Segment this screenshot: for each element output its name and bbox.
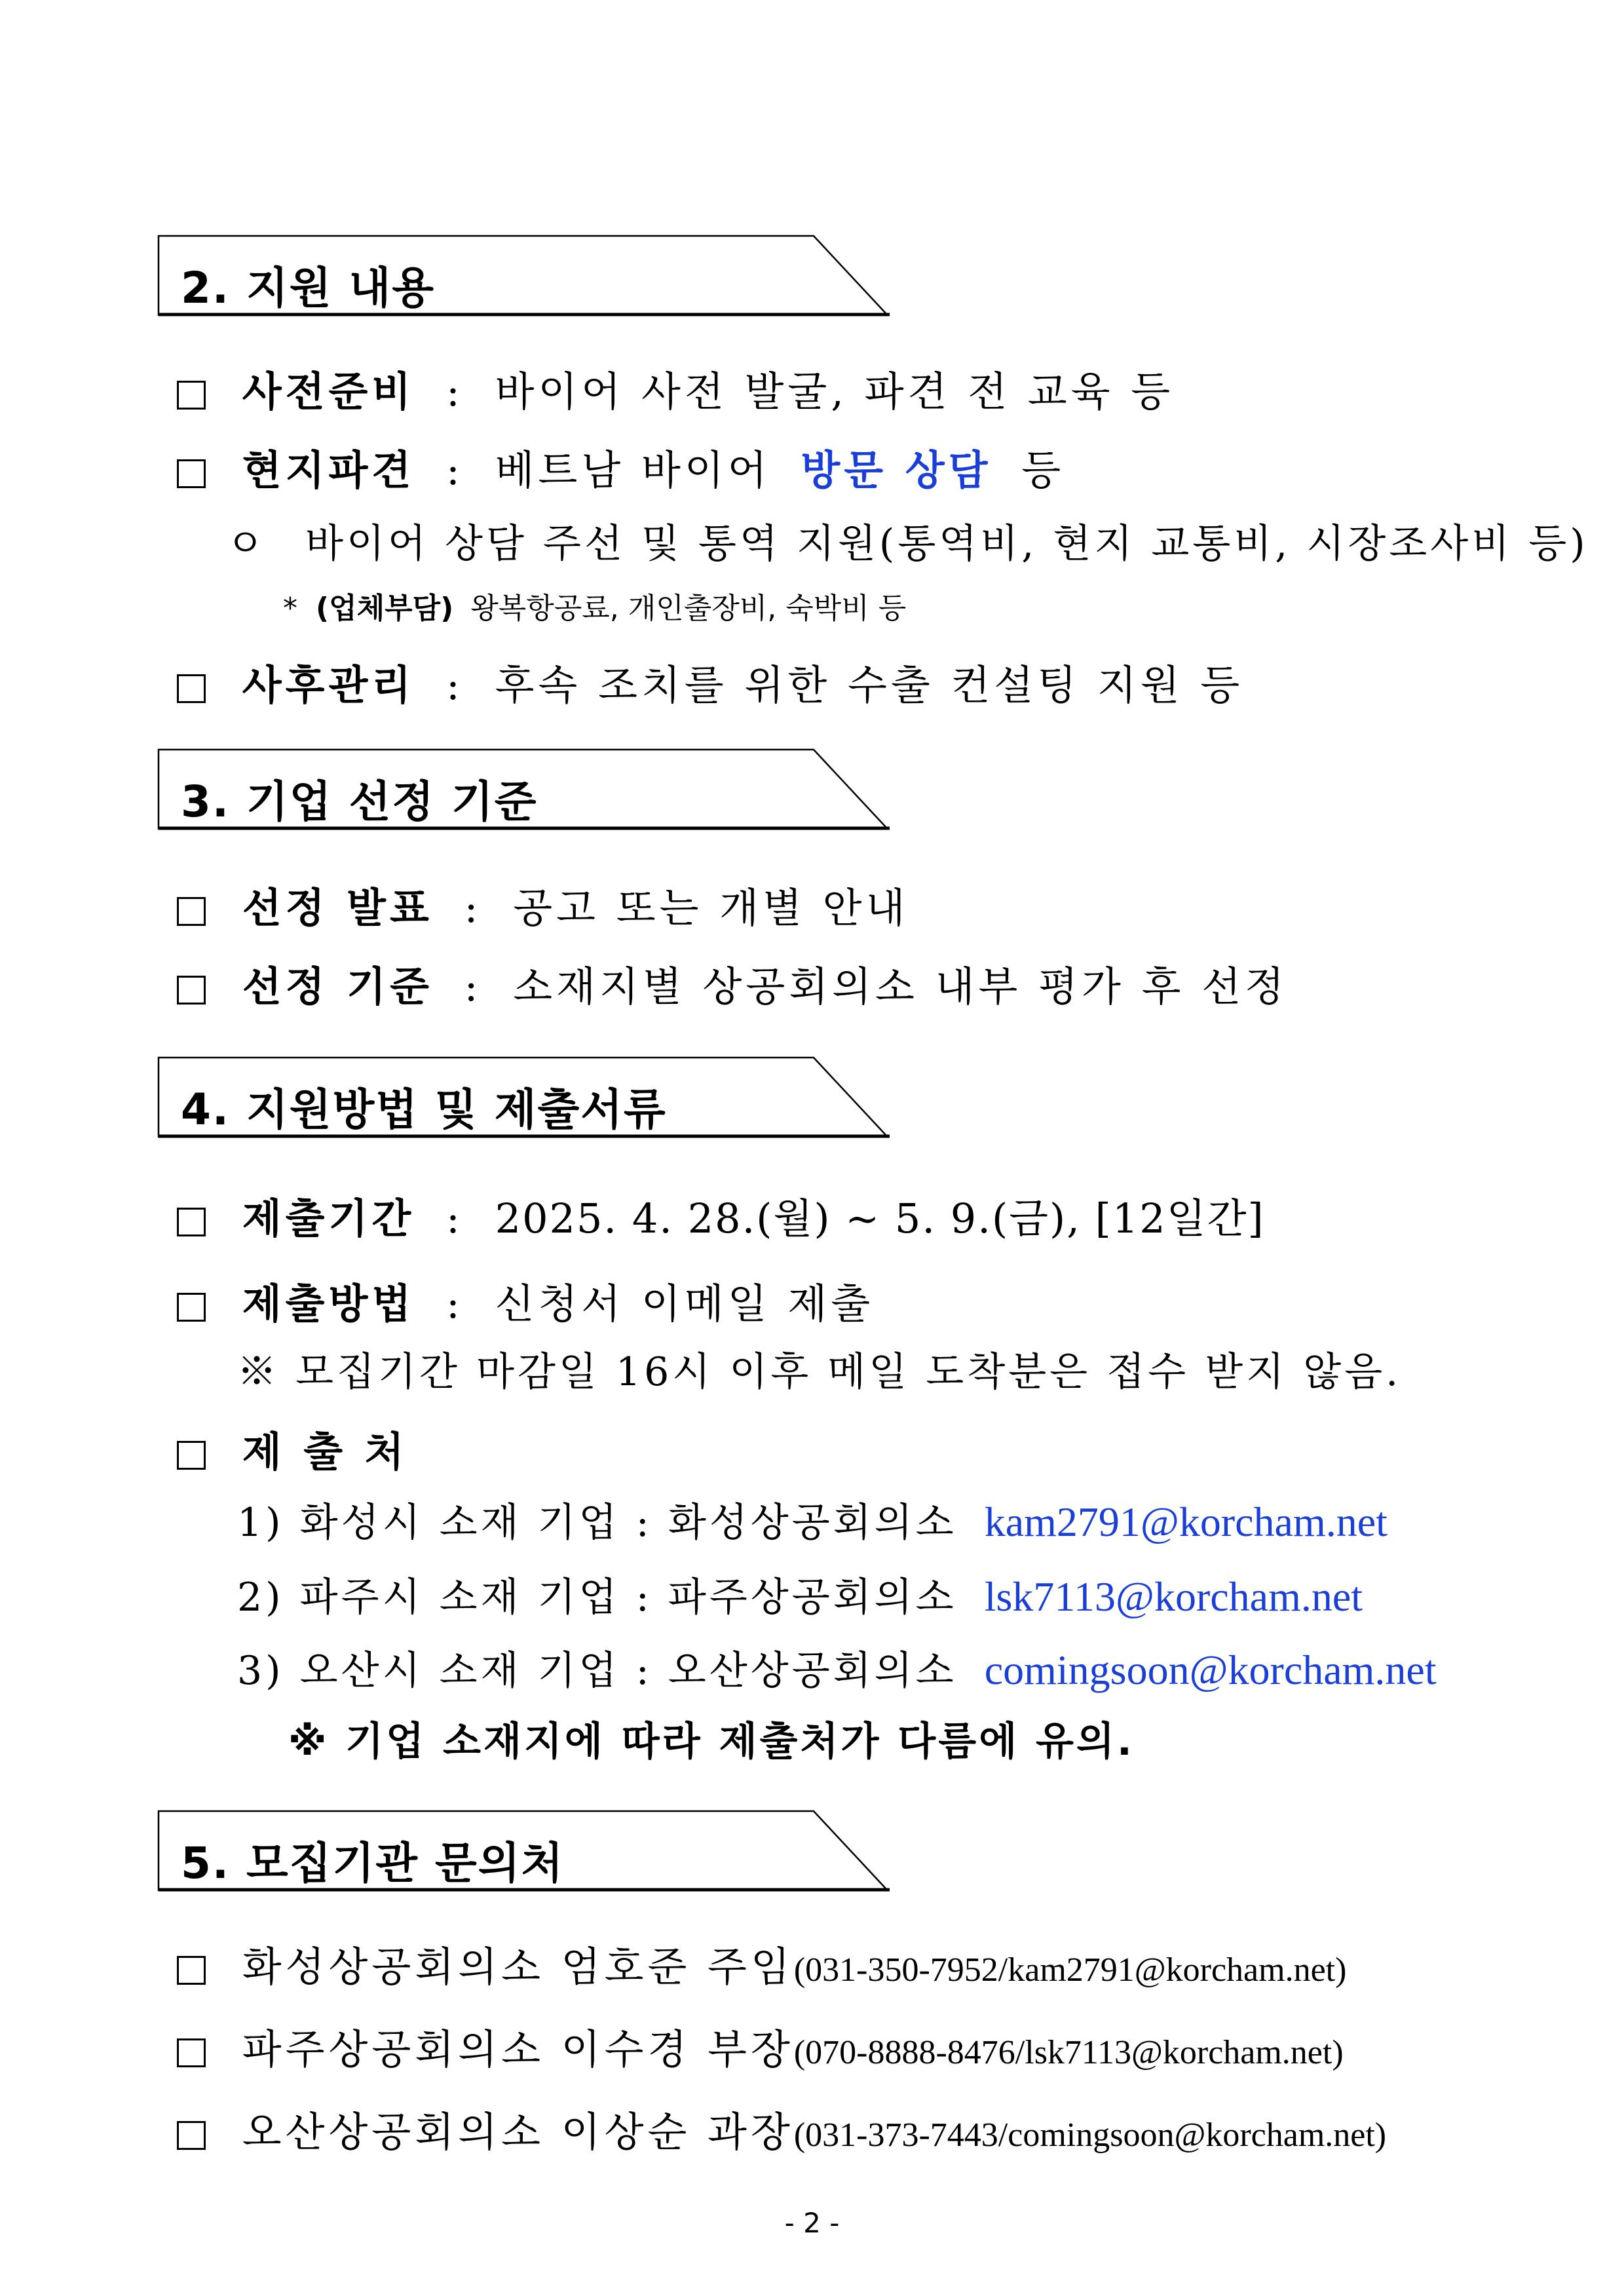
destination-text: 1) 화성시 소재 기업 : 화성상공회의소 — [237, 1500, 957, 1546]
note-bold-label: (업체부담) — [316, 592, 454, 625]
page-number: - 2 - — [784, 2207, 840, 2239]
destination-email-link[interactable]: comingsoon@korcham.net — [984, 1647, 1437, 1693]
checkbox-icon — [177, 2121, 206, 2150]
item-label: 사전준비 — [242, 368, 415, 415]
item-label: 제출기간 — [242, 1195, 415, 1242]
section-heading-3 — [157, 748, 891, 831]
cost-note — [283, 584, 906, 626]
destination-row — [237, 1491, 1388, 1548]
checkbox-icon — [177, 1441, 206, 1470]
item-text: 소재지별 상공회의소 내부 평가 후 선정 — [513, 963, 1289, 1010]
item-label: 선정 기준 — [242, 963, 433, 1010]
colon-separator: : — [446, 661, 464, 709]
section-title: 2. 지원 내용 — [181, 263, 435, 313]
sub-item-text: 바이어 상담 주선 및 통역 지원(통역비, 현지 교통비, 시장조사비 등) — [305, 521, 1589, 567]
checkbox-icon — [177, 976, 206, 1004]
contact-name: 오산상공회의소 이상순 과장 — [242, 2108, 794, 2156]
destination-text: 2) 파주시 소재 기업 : 파주상공회의소 — [237, 1575, 957, 1620]
section-title: 4. 지원방법 및 제출서류 — [181, 1084, 667, 1135]
contact-row — [177, 1934, 1346, 1993]
item-announce — [177, 875, 909, 934]
contact-info: (031-373-7443/comingsoon@korcham.net) — [793, 2116, 1387, 2154]
item-after — [177, 653, 1243, 711]
note-text: 왕복항공료, 개인출장비, 숙박비 등 — [470, 592, 907, 625]
checkbox-icon — [177, 897, 206, 926]
checkbox-icon — [177, 674, 206, 703]
item-text: 베트남 바이어 — [495, 446, 771, 494]
destination-email-link[interactable]: lsk7113@korcham.net — [984, 1573, 1363, 1620]
checkbox-icon — [177, 1956, 206, 1985]
section-title: 3. 기업 선정 기준 — [181, 776, 538, 827]
item-tail: 등 — [1021, 446, 1065, 494]
colon-separator: : — [464, 884, 482, 932]
item-label: 제출방법 — [242, 1280, 415, 1328]
contact-name: 화성상공회의소 엄호준 주임 — [242, 1943, 794, 1991]
item-text: 후속 조치를 위한 수출 컨설팅 지원 등 — [495, 661, 1244, 709]
checkbox-icon — [177, 2038, 206, 2067]
destination-row — [237, 1566, 1363, 1622]
section-heading-2 — [157, 235, 891, 317]
item-label: 현지파견 — [242, 446, 415, 494]
item-label: 제 출 처 — [242, 1428, 408, 1476]
item-label: 선정 발표 — [242, 884, 433, 932]
item-destination — [177, 1419, 408, 1478]
contact-info: (031-350-7952/kam2791@korcham.net) — [793, 1951, 1347, 1989]
colon-separator: : — [446, 1280, 464, 1328]
section-heading-4 — [157, 1056, 891, 1139]
destination-note: ※ 기업 소재지에 따라 제출처가 다름에 유의. — [288, 1719, 1135, 1765]
checkbox-icon — [177, 1208, 206, 1236]
section-heading-5 — [157, 1810, 891, 1892]
colon-separator: : — [446, 1195, 464, 1242]
circle-bullet-icon: ㅇ — [226, 521, 267, 567]
item-period — [177, 1186, 1265, 1244]
contact-name: 파주상공회의소 이수경 부장 — [242, 2025, 794, 2073]
colon-separator: : — [464, 963, 482, 1010]
item-label: 사후관리 — [242, 661, 415, 709]
colon-separator: : — [446, 446, 464, 494]
item-local — [177, 438, 1065, 496]
item-text: 2025. 4. 28.(월) ~ 5. 9.(금), [12일간] — [495, 1195, 1265, 1242]
checkbox-icon — [177, 381, 206, 410]
contact-info: (070-8888-8476/lsk7113@korcham.net) — [793, 2034, 1344, 2071]
contact-row — [177, 2017, 1344, 2075]
section-title: 5. 모집기관 문의처 — [181, 1838, 565, 1888]
destination-email-link[interactable]: kam2791@korcham.net — [984, 1499, 1388, 1545]
item-prep — [177, 359, 1174, 417]
checkbox-icon — [177, 1293, 206, 1322]
item-text: 바이어 사전 발굴, 파견 전 교육 등 — [495, 368, 1175, 415]
item-criteria — [177, 954, 1288, 1012]
sub-item-local — [226, 512, 1589, 569]
item-text: 공고 또는 개별 안내 — [513, 884, 909, 932]
note-asterisk: * — [283, 592, 297, 625]
item-text: 신청서 이메일 제출 — [495, 1280, 875, 1328]
checkbox-icon — [177, 459, 206, 488]
highlight-text: 방문 상담 — [801, 446, 992, 494]
colon-separator: : — [446, 368, 464, 415]
destination-row — [237, 1639, 1437, 1696]
destination-text: 3) 오산시 소재 기업 : 오산상공회의소 — [237, 1648, 957, 1694]
item-method — [177, 1271, 874, 1330]
contact-row — [177, 2099, 1386, 2158]
method-note: ※ 모집기간 마감일 16시 이후 메일 도착분은 접수 받지 않음. — [237, 1349, 1402, 1395]
